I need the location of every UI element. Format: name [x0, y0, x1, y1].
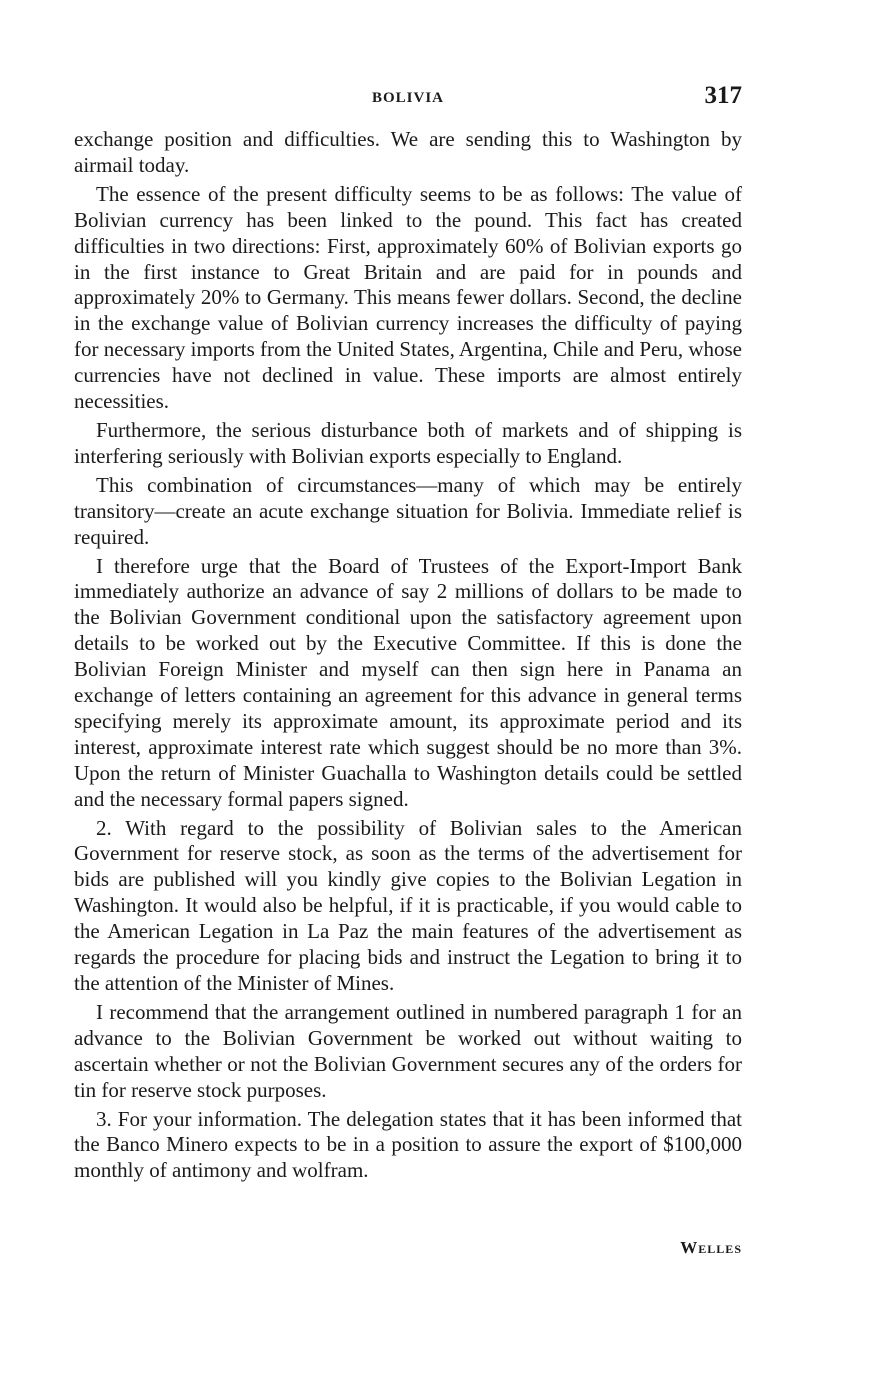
paragraph-essence: The essence of the present difficulty seems to be as follows: The value of Bolivian currency has been linked to the pound. This fact has created difficulties in two directions: First, approximately 60% of Bolivian exports go in the first instance to Great Britain and are paid for in pounds and approximately 20% to Germany. This means fewer dollars. Second, the decline in the exchange value of Bolivian currency increases the difficulty of paying for necessary imports from the United States, Argentina, Chile and Peru, whose currencies have not declined in value. These imports are almost entirely necessities.: [74, 181, 742, 414]
paragraph-continuation: exchange position and difficulties. We are sending this to Washington by airmail today.: [74, 127, 742, 177]
paragraph-furthermore: Furthermore, the serious disturbance both of markets and of shipping is interfering seriously with Bolivian exports especially to England.: [74, 417, 742, 468]
paragraph-numbered-3: 3. For your information. The delegation states that it has been informed that the Banco Minero expects to be in a position to assure the export of $100,000 monthly of antimony and wolfram.: [74, 1106, 742, 1183]
running-title: BOLIVIA: [371, 90, 445, 106]
body-text: [74, 127, 742, 1187]
paragraph-recommendation-advance: I therefore urge that the Board of Trustees of the Export-Import Bank immediately authorize an advance of say 2 millions of dollars to be made to the Bolivian Government conditional upon the satisfactory agreement upon details to be worked out by the Executive Committee. If this is done the Bolivian Foreign Minister and myself can then sign here in Panama an exchange of letters containing an agreement for this advance in general terms specifying merely its approximate amount, its approximate period and its interest, approximate interest rate which suggest should be no more than 3%. Upon the return of Minister Guachalla to Washington details could be settled and the necessary formal papers signed.: [74, 553, 742, 811]
signature: Welles: [680, 1238, 742, 1257]
paragraph-combination: This combination of circumstances—many of which may be entirely transitory—create an acute exchange situation for Bolivia. Immediate relief is required.: [74, 472, 742, 549]
paragraph-numbered-2: 2. With regard to the possibility of Bolivian sales to the American Government for reserve stock, as soon as the terms of the advertisement for bids are published will you kindly give copies to the Bolivian Legation in Washington. It would also be helpful, if it is practicable, if you would cable to the American Legation in La Paz the main features of the advertisement as regards the procedure for placing bids and instruct the Legation to bring it to the attention of the Minister of Mines.: [74, 815, 742, 995]
paragraph-recommend: I recommend that the arrangement outlined in numbered paragraph 1 for an advance to the Bolivian Government be worked out without waiting to ascertain whether or not the Bolivian Government secures any of the orders for tin for reserve stock purposes.: [74, 999, 742, 1102]
page-number: 317: [704, 82, 742, 109]
running-head: [74, 82, 742, 116]
